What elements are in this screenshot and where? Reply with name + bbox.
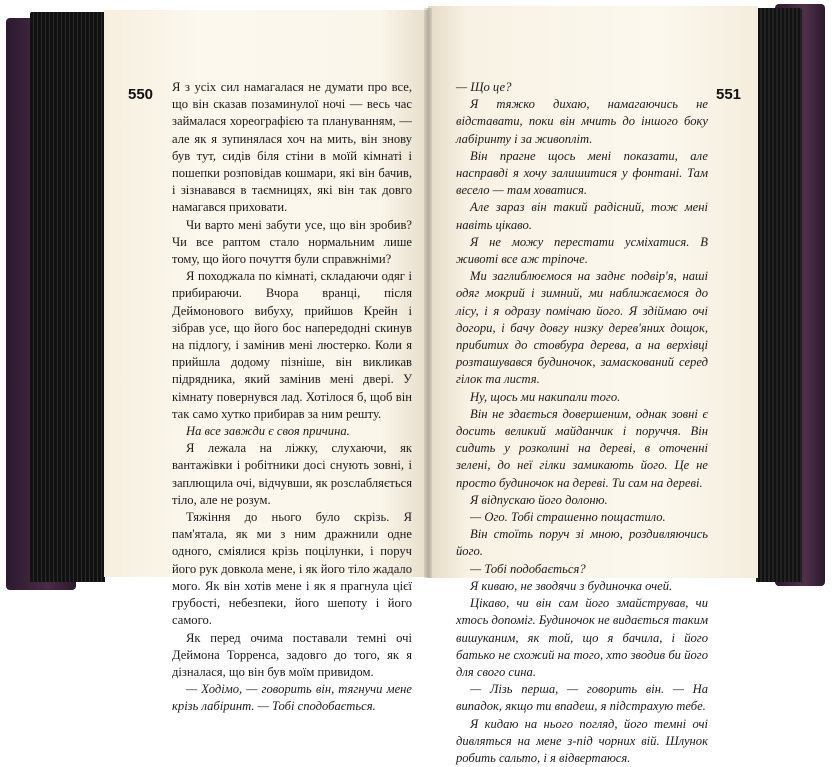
page-edges-left [30, 12, 105, 582]
paragraph: Ну, щось ми накипали того. [470, 389, 621, 404]
paragraph: — Ходімо, — говорить він, тягнучи мене крізь лабіринт. — Тобі сподобається. [172, 682, 412, 714]
book-gutter [424, 8, 432, 578]
paragraph: На все завжди є своя причина. [186, 424, 350, 439]
paragraph: Він прагне щось мені показати, але насправді я хочу залишитися у фонтані. Там весело — там ховатися. [456, 148, 708, 198]
paragraph: Чи варто мені забути усе, що він зробив? Чи все раптом стало нормальним лише тому, що його почуття були справжніми? [172, 217, 412, 267]
right-page-text [456, 79, 708, 767]
page-number-right: 551 [716, 86, 742, 103]
paragraph: Я з усіх сил намагалася не думати про все, що він сказав позаминулої ночі — весь час займалася хореографією та плануванням, — але як я зупинялася хоч на мить, він знову був тут, сидів біля стіни в моїй кімнаті і пошепки розповідав кошмари, які він бачив, і зізнавався в таємницях, які він так довго намагався приховати. [172, 80, 412, 215]
paragraph: Я киваю, не зводячи з будиночка очей. [470, 578, 673, 593]
paragraph: — Що це? [456, 80, 512, 94]
paragraph: Цікаво, чи він сам його змайстрував, чи хтось допоміг. Будиночок не видається таким вишуканим, як той, що я бачила, і його батько не схожий на того, хто зводив би його для свого сина. [456, 596, 708, 679]
left-page-text [172, 79, 412, 716]
paragraph: — Лізь перша, — говорить він. — На випадок, якщо ти впадеш, я підстрахую тебе. [456, 682, 708, 714]
paragraph: Я лежала на ліжку, слухаючи, як вантажівки і робітники досі снують зовні, і заплющила очі, відчувши, як розслабляється тіло, але не розум. [172, 441, 412, 507]
paragraph: — Тобі подобається? [470, 561, 586, 576]
paragraph: Я тяжко дихаю, намагаючись не відставати, поки він мчить до іншого боку лабіринту і за живопліт. [456, 97, 708, 146]
paragraph: Ми заглиблюємося на заднє подвір'я, наші одяг мокрий і зимний, ми наближаємося до лісу, і я одразу помічаю його. Я здіймаю очі догори, і бачу довгу низку дерев'яних дощок, прибитих до стовбура дерева, а на верхівці розташувався будиночок, замаскований серед гілок та листя. [456, 269, 708, 387]
paragraph: Я походжала по кімнаті, складаючи одяг і прибираючи. Вчора вранці, після Деймонового вибуху, прийшов Крейн і зібрав усе, що його бос напередодні скинув на підлогу, і замінив мені люстерко. Коли я прийшла додому пізніше, він викликав підрядника, який замінив мені двері. У кімнату повернувся лад. Хотілося б, щоб він так само хутко прибирав за ним решту. [172, 269, 412, 421]
paragraph: Я не можу перестати усміхатися. В животі все аж тріпоче. [456, 234, 708, 267]
page-number-left: 550 [128, 86, 154, 103]
paragraph: Тяжіння до нього було скрізь. Я пам'ятала, як ми з ним дражнили одне одного, сміялися крізь поцілунки, і поруч його рук довкола мене, і як його тіло жадало мого. Як він хотів мене і як я прагнула цієї грубості, небезпеки, його шепоту і його самого. [172, 510, 412, 628]
page-edges-right [756, 8, 802, 582]
paragraph: Я відпускаю його долоню. [470, 492, 608, 507]
paragraph: Я кидаю на нього погляд, його темні очі дивляться на мене з-під чорних вій. Шлунок робить сальто, і я відвертаюся. [456, 716, 708, 765]
paragraph: Він стоїть поруч зі мною, роздивляючись його. [456, 527, 708, 559]
paragraph: Але зараз він такий радісний, тож мені навіть цікаво. [456, 200, 708, 232]
paragraph: — Ого. Тобі страшенно пощастило. [470, 510, 666, 525]
paragraph: Як перед очима поставали темні очі Деймона Торренса, задовго до того, як я дізналася, що він був моїм привидом. [172, 630, 412, 679]
paragraph: Він не здається довершеним, однак зовні є досить великий майданчик і поруччя. Він сидить у розколині на дереві, в оточенні зелені, до неї гілки замикають його. Це не просто будиночок на дереві. Ти сам на дереві. [456, 406, 708, 490]
